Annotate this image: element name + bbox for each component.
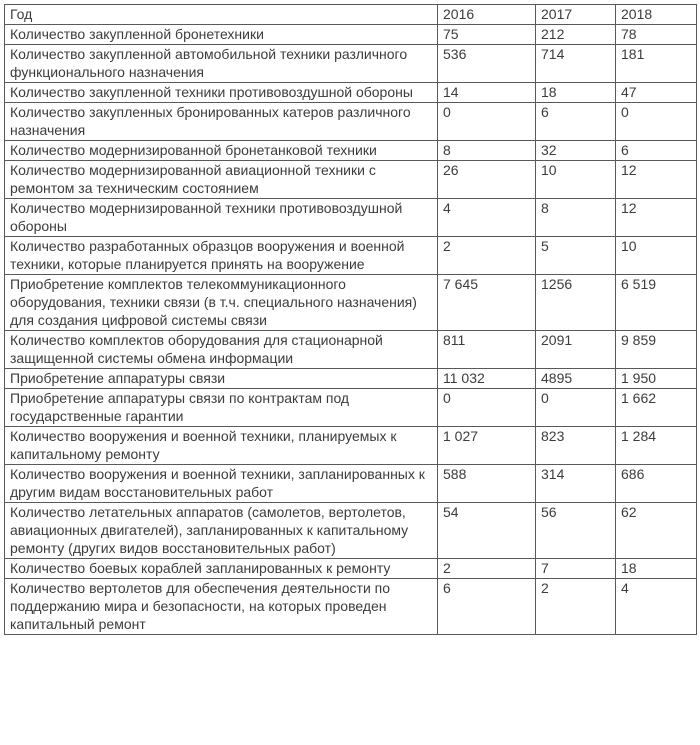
row-value-2017: 0: [536, 389, 616, 427]
row-label: Количество модернизированной авиационной техники с ремонтом за техническим состоянием: [5, 161, 438, 199]
row-value-2018: 47: [616, 83, 697, 103]
header-cell-2016: 2016: [438, 5, 536, 25]
row-value-2017: 2: [536, 579, 616, 635]
row-label: Количество модернизированной бронетанковой техники: [5, 141, 438, 161]
row-label: Приобретение аппаратуры связи по контрактам под государственные гарантии: [5, 389, 438, 427]
table-row: [5, 25, 697, 45]
row-value-2018: 78: [616, 25, 697, 45]
row-label: Количество закупленных бронированных катеров различного назначения: [5, 103, 438, 141]
row-value-2018: 9 859: [616, 331, 697, 369]
header-cell-2018: 2018: [616, 5, 697, 25]
row-label: Количество вертолетов для обеспечения деятельности по поддержанию мира и безопасности, на которых проведен капитальный ремонт: [5, 579, 438, 635]
row-value-2016: 26: [438, 161, 536, 199]
row-value-2018: 6: [616, 141, 697, 161]
row-label: Приобретение комплектов телекоммуникационного оборудования, техники связи (в т.ч. специального назначения) для создания цифровой системы связи: [5, 275, 438, 331]
table-row: [5, 389, 697, 427]
table-row: [5, 331, 697, 369]
row-value-2016: 0: [438, 389, 536, 427]
table-row: [5, 579, 697, 635]
row-label: Количество боевых кораблей запланированных к ремонту: [5, 559, 438, 579]
table-header: [5, 5, 697, 25]
row-value-2016: 4: [438, 199, 536, 237]
row-value-2017: 32: [536, 141, 616, 161]
table-row: [5, 141, 697, 161]
row-value-2017: 714: [536, 45, 616, 83]
row-value-2018: 62: [616, 503, 697, 559]
row-value-2018: 4: [616, 579, 697, 635]
row-label: Количество комплектов оборудования для стационарной защищенной системы обмена информации: [5, 331, 438, 369]
row-value-2017: 4895: [536, 369, 616, 389]
row-value-2018: 1 662: [616, 389, 697, 427]
table-row: [5, 275, 697, 331]
row-value-2017: 314: [536, 465, 616, 503]
row-value-2017: 18: [536, 83, 616, 103]
table-body: [5, 25, 697, 635]
row-value-2017: 2091: [536, 331, 616, 369]
row-value-2018: 0: [616, 103, 697, 141]
row-value-2018: 12: [616, 161, 697, 199]
table-row: [5, 199, 697, 237]
row-value-2016: 811: [438, 331, 536, 369]
row-value-2018: 1 284: [616, 427, 697, 465]
table-row: [5, 465, 697, 503]
row-value-2016: 8: [438, 141, 536, 161]
row-value-2017: 1256: [536, 275, 616, 331]
header-row: [5, 5, 697, 25]
row-value-2017: 212: [536, 25, 616, 45]
row-value-2016: 14: [438, 83, 536, 103]
row-value-2018: 686: [616, 465, 697, 503]
row-value-2018: 6 519: [616, 275, 697, 331]
table-row: [5, 503, 697, 559]
row-value-2017: 5: [536, 237, 616, 275]
row-value-2018: 12: [616, 199, 697, 237]
table-row: [5, 161, 697, 199]
row-value-2017: 10: [536, 161, 616, 199]
row-label: Количество вооружения и военной техники, планируемых к капитальному ремонту: [5, 427, 438, 465]
row-value-2016: 54: [438, 503, 536, 559]
row-value-2016: 2: [438, 559, 536, 579]
row-value-2016: 11 032: [438, 369, 536, 389]
row-value-2016: 1 027: [438, 427, 536, 465]
row-value-2016: 0: [438, 103, 536, 141]
row-value-2016: 7 645: [438, 275, 536, 331]
header-cell-year-label: Год: [5, 5, 438, 25]
row-label: Количество закупленной бронетехники: [5, 25, 438, 45]
row-label: Количество вооружения и военной техники, запланированных к другим видам восстановительных работ: [5, 465, 438, 503]
equipment-table: [4, 4, 697, 635]
table-row: [5, 559, 697, 579]
row-label: Количество летательных аппаратов (самолетов, вертолетов, авиационных двигателей), запланированных к капитальному ремонту (других видов восстановительных работ): [5, 503, 438, 559]
row-label: Количество закупленной автомобильной техники различного функционального назначения: [5, 45, 438, 83]
row-value-2018: 1 950: [616, 369, 697, 389]
row-label: Количество модернизированной техники противовоздушной обороны: [5, 199, 438, 237]
row-value-2016: 6: [438, 579, 536, 635]
row-label: Количество закупленной техники противовоздушной обороны: [5, 83, 438, 103]
table-row: [5, 83, 697, 103]
table-row: [5, 45, 697, 83]
row-label: Количество разработанных образцов вооружения и военной техники, которые планируется принять на вооружение: [5, 237, 438, 275]
table-row: [5, 103, 697, 141]
table-row: [5, 369, 697, 389]
table-row: [5, 237, 697, 275]
row-value-2018: 18: [616, 559, 697, 579]
row-value-2016: 536: [438, 45, 536, 83]
row-value-2017: 823: [536, 427, 616, 465]
row-value-2016: 2: [438, 237, 536, 275]
row-value-2017: 56: [536, 503, 616, 559]
table-row: [5, 427, 697, 465]
row-value-2017: 7: [536, 559, 616, 579]
row-value-2018: 181: [616, 45, 697, 83]
row-value-2018: 10: [616, 237, 697, 275]
row-value-2017: 8: [536, 199, 616, 237]
row-value-2016: 588: [438, 465, 536, 503]
row-value-2017: 6: [536, 103, 616, 141]
row-value-2016: 75: [438, 25, 536, 45]
row-label: Приобретение аппаратуры связи: [5, 369, 438, 389]
header-cell-2017: 2017: [536, 5, 616, 25]
